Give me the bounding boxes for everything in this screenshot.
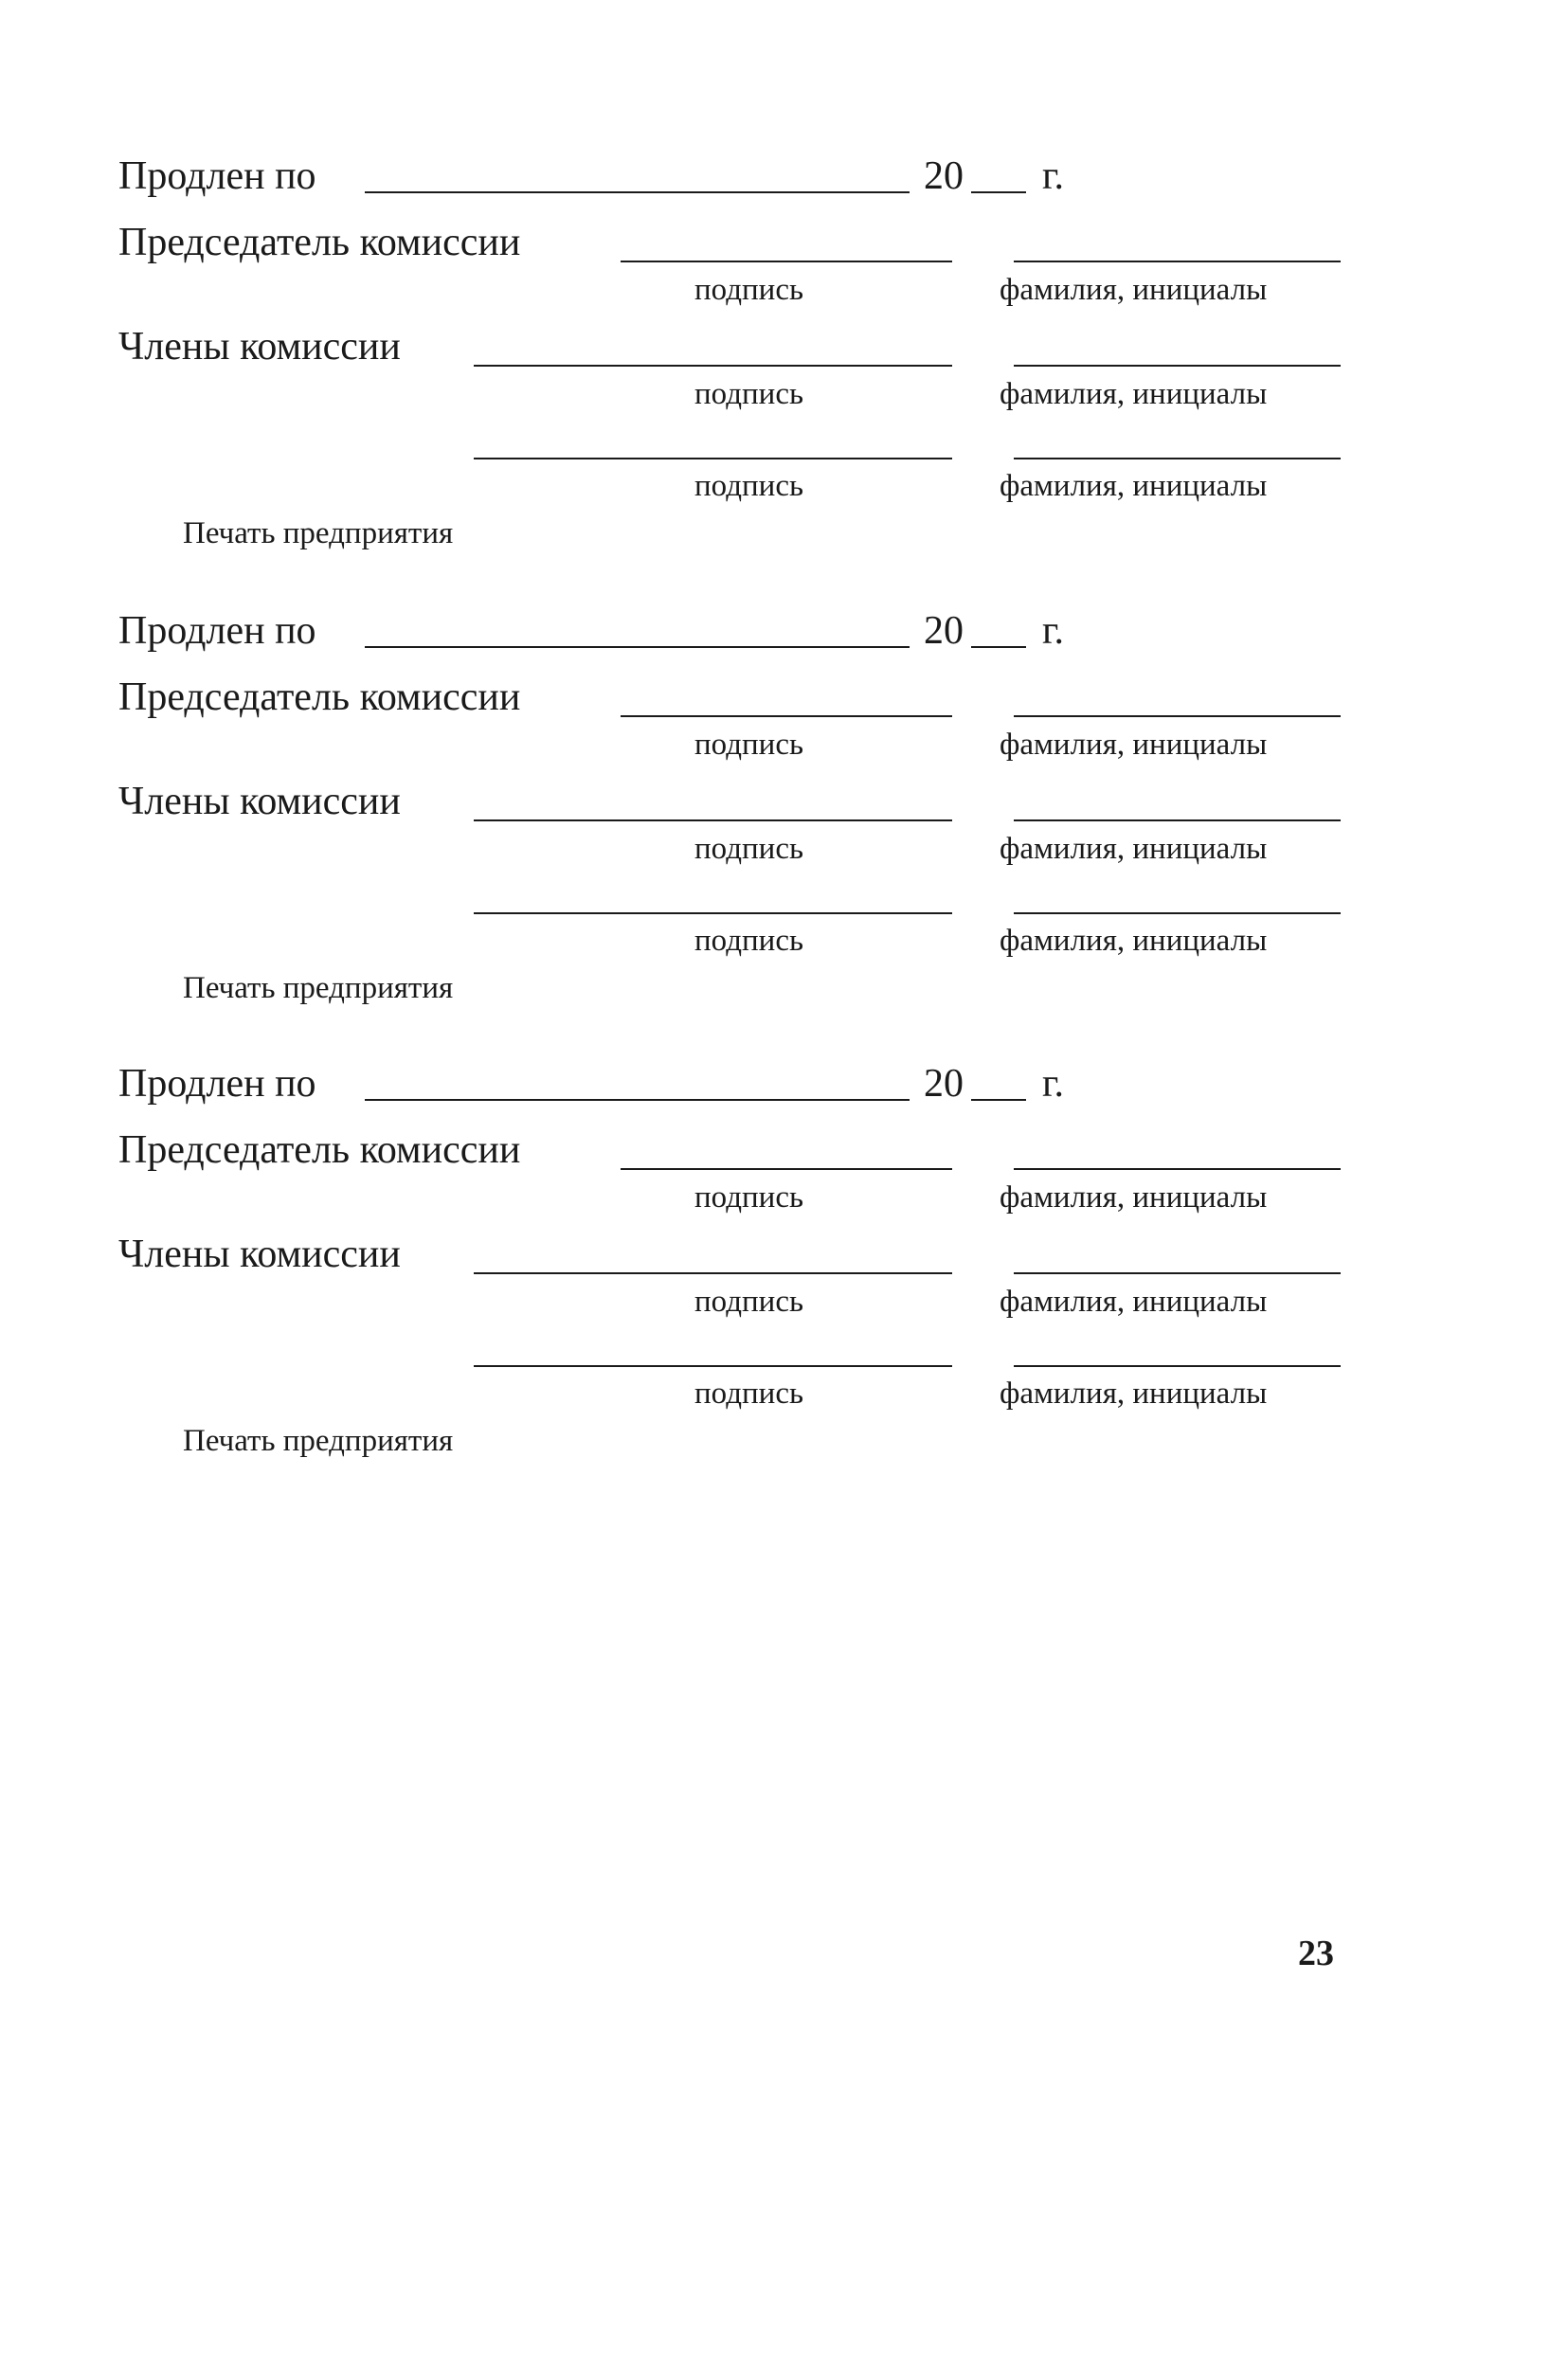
member2-signature-caption: подпись (694, 469, 804, 503)
seal-label: Печать предприятия (183, 971, 454, 1005)
member1-signature-field[interactable] (474, 1272, 952, 1274)
chairman-name-caption: фамилия, инициалы (1000, 728, 1268, 762)
member1-signature-caption: подпись (694, 377, 804, 411)
members-label: Члены комиссии (118, 325, 401, 369)
chairman-signature-field[interactable] (621, 715, 952, 717)
chairman-name-field[interactable] (1014, 261, 1341, 262)
chairman-name-caption: фамилия, инициалы (1000, 1180, 1268, 1215)
member2-name-field[interactable] (1014, 458, 1341, 459)
year-field[interactable] (971, 646, 1026, 648)
chairman-label: Председатель комиссии (118, 675, 521, 719)
chairman-label: Председатель комиссии (118, 221, 521, 264)
members-label: Члены комиссии (118, 780, 401, 823)
extended-date-field[interactable] (365, 191, 910, 193)
seal-label: Печать предприятия (183, 1424, 454, 1458)
member2-name-caption: фамилия, инициалы (1000, 1377, 1268, 1411)
chairman-name-caption: фамилия, инициалы (1000, 273, 1268, 307)
member1-name-field[interactable] (1014, 1272, 1341, 1274)
year-suffix: г. (1042, 154, 1064, 198)
member2-signature-caption: подпись (694, 924, 804, 958)
members-label: Члены комиссии (118, 1233, 401, 1276)
member1-name-caption: фамилия, инициалы (1000, 832, 1268, 866)
member1-signature-caption: подпись (694, 832, 804, 866)
member1-signature-field[interactable] (474, 365, 952, 367)
chairman-name-field[interactable] (1014, 1168, 1341, 1170)
member1-signature-field[interactable] (474, 819, 952, 821)
extended-date-field[interactable] (365, 1099, 910, 1101)
extension-block-3 (0, 1059, 1568, 1504)
chairman-name-field[interactable] (1014, 715, 1341, 717)
year-field[interactable] (971, 1099, 1026, 1101)
member1-name-caption: фамилия, инициалы (1000, 1285, 1268, 1319)
extension-block-2 (0, 606, 1568, 1052)
member1-name-field[interactable] (1014, 819, 1341, 821)
member2-signature-field[interactable] (474, 1365, 952, 1367)
chairman-signature-caption: подпись (694, 1180, 804, 1215)
chairman-signature-field[interactable] (621, 1168, 952, 1170)
member2-name-caption: фамилия, инициалы (1000, 924, 1268, 958)
member2-signature-field[interactable] (474, 458, 952, 459)
chairman-signature-field[interactable] (621, 261, 952, 262)
chairman-label: Председатель комиссии (118, 1128, 521, 1172)
member1-name-caption: фамилия, инициалы (1000, 377, 1268, 411)
chairman-signature-caption: подпись (694, 273, 804, 307)
extended-label: Продлен по (118, 609, 316, 653)
year-prefix: 20 (924, 1062, 964, 1106)
year-prefix: 20 (924, 154, 964, 198)
member2-signature-caption: подпись (694, 1377, 804, 1411)
member2-name-field[interactable] (1014, 912, 1341, 914)
member2-name-field[interactable] (1014, 1365, 1341, 1367)
seal-label: Печать предприятия (183, 516, 454, 550)
member1-name-field[interactable] (1014, 365, 1341, 367)
extended-date-field[interactable] (365, 646, 910, 648)
extended-label: Продлен по (118, 1062, 316, 1106)
member1-signature-caption: подпись (694, 1285, 804, 1319)
year-field[interactable] (971, 191, 1026, 193)
year-suffix: г. (1042, 1062, 1064, 1106)
year-prefix: 20 (924, 609, 964, 653)
year-suffix: г. (1042, 609, 1064, 653)
member2-name-caption: фамилия, инициалы (1000, 469, 1268, 503)
extension-block-1 (0, 152, 1568, 597)
extended-label: Продлен по (118, 154, 316, 198)
member2-signature-field[interactable] (474, 912, 952, 914)
page-number: 23 (1298, 1934, 1334, 1973)
chairman-signature-caption: подпись (694, 728, 804, 762)
